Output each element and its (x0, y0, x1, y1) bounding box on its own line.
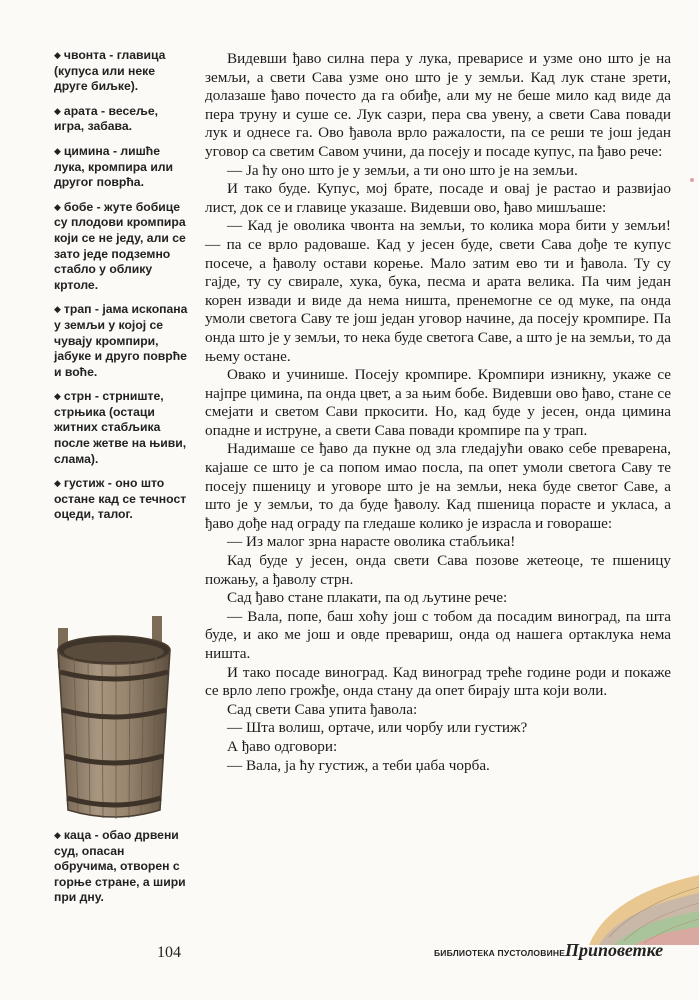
glossary-definition: оно што остане кад се течност оцеди, талог. (54, 476, 187, 522)
story-paragraph: Сад свети Сава упита ђавола: (227, 700, 418, 718)
glossary-definition: главица (купуса или неке друге биљке). (54, 48, 166, 94)
decorative-dot (690, 178, 694, 182)
story-paragraph: Надимаше се ђаво да пукне од зла гледајући овако себе преварена, кајаше се што је са попом имао посла, па опет умоли светога Саву те посеју пшеницу и уговоре што је на земљи, нека буде светог Саве, а што је у земљи, то да буде ђаволу. Кад пшеница порасте и укласа, а ђаво дође над ограду па гледаше колико је израсла и говораше: (205, 440, 671, 532)
glossary-term: цимина (63, 143, 110, 158)
wooden-barrel-illustration (44, 610, 184, 825)
glossary-term: каца (63, 828, 92, 842)
story-paragraph: Видевши ђаво силна пера у лука, преварисе и узме оно што је на земљи, а свети Сава узме оно што је у земљи. Кад лук стане зрети, долазаше ђаво почесто да га обиђе, али му не беше мило кад виде да пера труну и суше се. Лук сазри, пера сва увену, а свети Сава повади лук и однесе га. Ово ђавола врло ражалости, па се реши те још један уговор са светим Савом учини, да посеју и посаде купус, па ђаво рече: (205, 50, 671, 160)
glossary-term: бобе (63, 199, 94, 214)
glossary-item: ◆ густиж - оно што остане кад се течност оцеди, талог. (54, 476, 187, 522)
story-text (205, 50, 671, 775)
glossary-definition: обао дрвени суд, опасан обручима, отворен с горње стране, а шири при дну. (54, 828, 186, 905)
glossary-item: ◆ арата - весеље, игра, забава. (54, 103, 158, 134)
glossary-definition: весеље, игра, забава. (54, 103, 158, 134)
glossary-definition: жуте бобице су плодови кромпира који се не једу, али се зато једе подземно стабло у облику кртоле. (54, 199, 186, 292)
story-paragraph: — Ја ћу оно што је у земљи, а ти оно што је на земљи. (227, 161, 578, 179)
story-paragraph: — Вала, попе, баш хоћу још с тобом да посадим виноград, па шта буде, и ако ме још и овде превариш, онда од нашега ортаклука нема ништа. (205, 607, 671, 662)
glossary-item: ◆ каца - обао дрвени суд, опасан обручима, отворен с горње стране, а шири при дну. (54, 828, 186, 905)
story-paragraph: — Из малог зрна нарасте оволика стабљика! (227, 533, 516, 551)
diamond-bullet-icon: ◆ (54, 478, 61, 489)
diamond-bullet-icon: ◆ (54, 145, 61, 156)
glossary-item: ◆ бобе - жуте бобице су плодови кромпира који се не једу, али се зато једе подземно стабло у облику кртоле. (54, 199, 186, 292)
diamond-bullet-icon: ◆ (54, 50, 61, 60)
corner-landscape-illustration (589, 855, 699, 945)
story-paragraph: И тако буде. Купус, мој брате, посаде и овај је растао и развијао лист, док се и главице указаше. Видевши ово, ђаво мишљаше: (205, 180, 671, 216)
diamond-bullet-icon: ◆ (54, 830, 61, 840)
story-paragraph: — Вала, ја ћу густиж, а теби џаба чорба. (227, 756, 490, 774)
glossary-term: арата (63, 103, 98, 118)
glossary-item: ◆ стрн - стрниште, стрњика (остаци житних стабљика после жетве на њиви, слама). (54, 389, 187, 466)
page-number: 104 (157, 944, 181, 961)
glossary-definition: лишће лука, кромпира или другог поврћа. (54, 143, 174, 190)
story-paragraph: Овако и учинише. Посеју кромпире. Кромпири изникну, укаже се најпре цимина, па онда цвет, а за њим бобе. Видевши ово ђаво, стане се смејати и светом Сави пркосити. Но, кад буде у јесен, онда цимина опадне и иструне, а свети Сава повади кромпире па у трап. (205, 366, 671, 439)
glossary-definition: јама ископана у земљи у којој се чувају кромпири, јабуке и друго поврће и воће. (54, 302, 188, 379)
glossary-item: ◆ цимина - лишће лука, кромпира или другог поврћа. (54, 143, 174, 190)
glossary-term: чвонта (63, 48, 106, 62)
story-paragraph: — Шта волиш, ортаче, или чорбу или густиж? (227, 719, 528, 737)
diamond-bullet-icon: ◆ (54, 304, 61, 315)
story-paragraph: Кад буде у јесен, онда свети Сава позове жетеоце, те пшеницу пожању, а ђаволу стрн. (205, 552, 671, 588)
glossary-item: ◆ трап - јама ископана у земљи у којој се чувају кромпири, јабуке и друго поврће и воће. (54, 302, 188, 379)
story-paragraph: И тако посаде виноград. Кад виноград треће године роди и покаже се врло лепо грожђе, онда стану да опет бирају шта који воли. (205, 663, 671, 700)
glossary-definition: стрниште, стрњика (остаци житних стабљика после жетве на њиви, слама). (54, 389, 187, 466)
diamond-bullet-icon: ◆ (54, 105, 61, 116)
series-title: Приповетке (565, 940, 664, 960)
story-paragraph: А ђаво одговори: (227, 737, 338, 755)
glossary-term: густиж (63, 476, 105, 491)
series-label: БИБЛИОТЕКА ПУСТОЛОВИНЕ (434, 948, 566, 958)
glossary-term: трап (63, 302, 92, 317)
glossary-sidebar-bottom (54, 828, 188, 915)
glossary-item: ◆ чвонта - главица (купуса или неке друге биљке). (54, 48, 166, 94)
story-paragraph: — Кад је оволика чвонта на земљи, то колика мора бити у земљи! — па се врло радоваше. Кад у јесен буде, свети Сава дође те купус посече, а ђаволу остави корење. Мало затим ево ти и ђавола. Ту су гајде, ту су свирале, хука, бука, песма и арата велика. Па чим један корен извади и виде да нема ништа, пренемогне се од муке, па онда умоли светога Саву те још један уговор начине, да посеју кромпире. Па онда што је у земљи, то нека буде светога Саве, а што је на земљи, то да њему остане. (205, 217, 671, 365)
diamond-bullet-icon: ◆ (54, 201, 61, 212)
glossary-term: стрн (63, 389, 92, 404)
story-paragraph: Сад ђаво стане плакати, па од љутине рече: (227, 589, 508, 607)
glossary-sidebar (54, 48, 188, 532)
diamond-bullet-icon: ◆ (54, 391, 61, 402)
